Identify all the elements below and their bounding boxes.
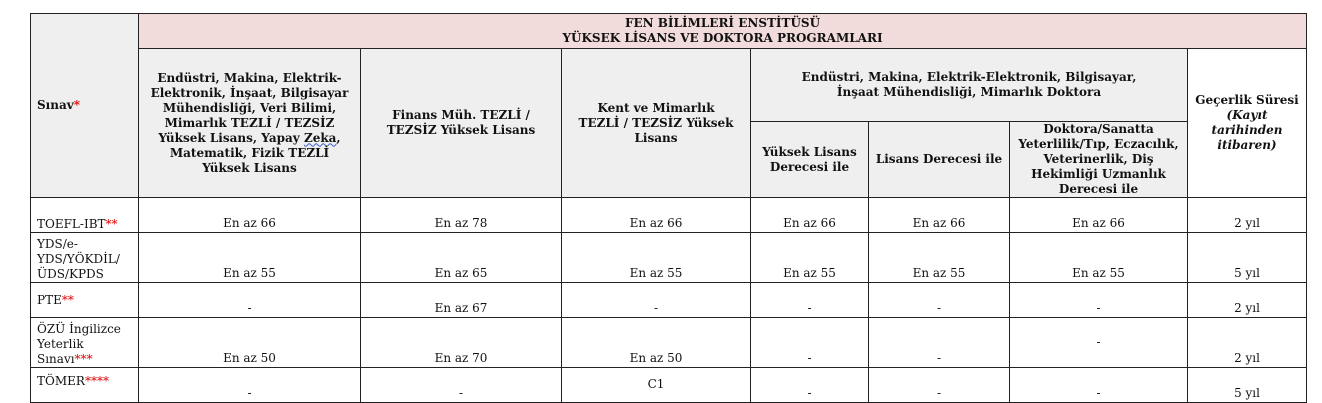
language-requirements-table: [30, 13, 1307, 403]
col-header-doc-specialty: Doktora/Sanatta Yeterlilik/Tıp, Eczacılık, Veterinerlik, Diş Hekimliği Uzmanlık Derecesi ile: [1010, 122, 1188, 198]
cell: En az 65: [361, 233, 562, 283]
cell: En az 50: [139, 318, 361, 368]
table-row: [31, 283, 1307, 318]
col-header-doctorate-group: Endüstri, Makina, Elektrik-Elektronik, Bilgisayar, İnşaat Mühendisliği, Mimarlık Doktora: [751, 49, 1188, 122]
cell: -: [751, 318, 869, 368]
cell: En az 66: [1010, 198, 1188, 233]
cell-validity: 2 yıl: [1188, 283, 1307, 318]
cell: -: [869, 283, 1010, 318]
cell: En az 55: [751, 233, 869, 283]
col-header-finance: Finans Müh. TEZLİ / TEZSİZ Yüksek Lisans: [361, 49, 562, 198]
cell: En az 66: [869, 198, 1010, 233]
table-row: [31, 233, 1307, 283]
cell: En az 67: [361, 283, 562, 318]
cell-validity: 5 yıl: [1188, 368, 1307, 403]
col-header-engineering-text-b: Zeka: [303, 130, 337, 145]
cell: -: [1010, 318, 1188, 368]
cell: -: [361, 368, 562, 403]
cell: -: [1010, 368, 1188, 403]
row-exam-name: PTE**: [31, 283, 139, 318]
cell: -: [869, 368, 1010, 403]
cell: C1: [562, 368, 751, 403]
exam-header-star: *: [73, 98, 80, 112]
cell: En az 55: [562, 233, 751, 283]
col-header-engineering-text-c: , Matematik, Fizik TEZLİ Yüksek Lisans: [169, 130, 341, 175]
col-header-doc-masters: Yüksek Lisans Derecesi ile: [751, 122, 869, 198]
cell-validity: 2 yıl: [1188, 318, 1307, 368]
row-exam-name: TOEFL-IBT**: [31, 198, 139, 233]
table-row: [31, 198, 1307, 233]
cell: -: [139, 283, 361, 318]
title-line-2: YÜKSEK LİSANS VE DOKTORA PROGRAMLARI: [562, 31, 883, 45]
cell: En az 66: [139, 198, 361, 233]
table-row: [31, 318, 1307, 368]
cell: En az 78: [361, 198, 562, 233]
cell: En az 70: [361, 318, 562, 368]
cell: -: [751, 283, 869, 318]
row-exam-name: TÖMER****: [31, 368, 139, 403]
cell: -: [139, 368, 361, 403]
row-exam-name: YDS/e-YDS/YÖKDİL/ÜDS/KPDS: [31, 233, 139, 283]
cell-validity: 5 yıl: [1188, 233, 1307, 283]
cell-validity: 2 yıl: [1188, 198, 1307, 233]
title-line-1: FEN BİLİMLERİ ENSTİTÜSÜ: [624, 16, 821, 30]
cell: -: [869, 318, 1010, 368]
col-header-urban: Kent ve Mimarlık TEZLİ / TEZSİZ Yüksek Lisans: [562, 49, 751, 198]
validity-label: Geçerlik Süresi: [1195, 93, 1299, 107]
col-header-validity: [1188, 49, 1307, 198]
cell: -: [1010, 283, 1188, 318]
cell: En az 66: [751, 198, 869, 233]
cell: En az 55: [139, 233, 361, 283]
exam-header-label: Sınav: [37, 98, 74, 112]
table-title: [139, 14, 1307, 49]
exam-column-header: [31, 14, 139, 198]
validity-note: (Kayıt tarihinden itibaren): [1211, 108, 1283, 152]
cell: En az 55: [869, 233, 1010, 283]
cell: -: [751, 368, 869, 403]
cell: -: [562, 283, 751, 318]
cell: En az 50: [562, 318, 751, 368]
col-header-engineering-text-a: Endüstri, Makina, Elektrik-Elektronik, İnşaat, Bilgisayar Mühendisliği, Veri Bilimi, Mimarlık TEZLİ / TEZSİZ Yüksek Lisans, Yapay: [150, 70, 349, 145]
row-exam-name: ÖZÜ İngilizce Yeterlik Sınavı***: [31, 318, 139, 368]
cell: En az 55: [1010, 233, 1188, 283]
table-row: [31, 368, 1307, 403]
col-header-doc-bachelor: Lisans Derecesi ile: [869, 122, 1010, 198]
cell: En az 66: [562, 198, 751, 233]
col-header-engineering: [139, 49, 361, 198]
